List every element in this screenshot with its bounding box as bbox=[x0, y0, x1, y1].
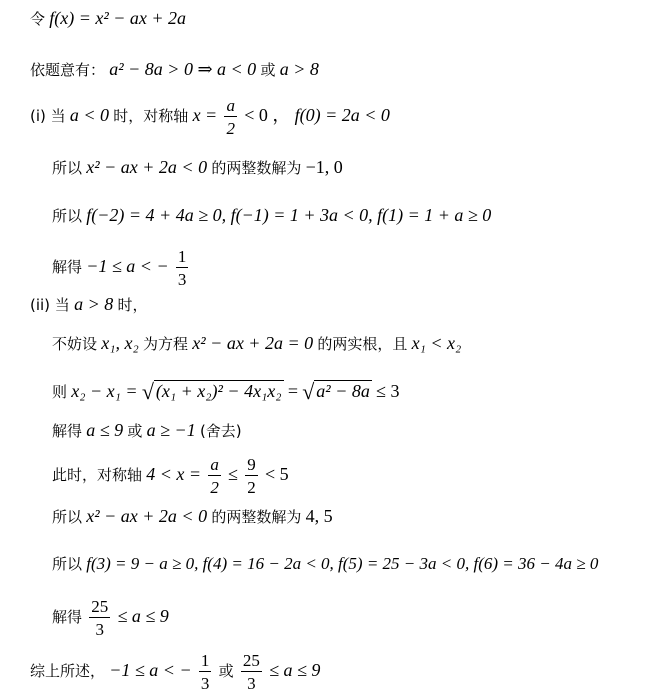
line-3 bbox=[30, 97, 390, 137]
text: 所以 bbox=[52, 159, 83, 177]
numerator: 1 bbox=[200, 651, 210, 670]
formula: ≤ a ≤ 9 bbox=[269, 659, 321, 680]
text: 的两实根，且 bbox=[317, 335, 408, 353]
numerator: a bbox=[210, 455, 219, 474]
formula: −1 ≤ a < − bbox=[109, 659, 192, 680]
line-11 bbox=[52, 456, 289, 496]
line-7 bbox=[30, 294, 147, 315]
text: 为方程 bbox=[143, 335, 189, 353]
text: 不妨设 bbox=[52, 335, 98, 353]
fraction bbox=[176, 248, 189, 288]
text: (舍去) bbox=[199, 422, 242, 440]
fraction bbox=[89, 598, 110, 638]
formula: f(x) = x² − ax + 2a bbox=[49, 8, 187, 28]
numerator: 1 bbox=[177, 247, 187, 266]
text: 的两整数解为 bbox=[211, 508, 302, 526]
line-5 bbox=[52, 205, 491, 226]
radicand: (x₁ + x₂)² − 4x₁x₂ bbox=[155, 381, 282, 401]
formula: x₁ < x₂ bbox=[411, 333, 462, 353]
formula: x² − ax + 2a = 0 bbox=[192, 333, 314, 353]
text: 综上所述， bbox=[30, 661, 106, 680]
formula: a > 8 bbox=[74, 294, 114, 314]
formula: f(−2) = 4 + 4a ≥ 0, f(−1) = 1 + 3a < 0, f(1) = 1 + a ≥ 0 bbox=[86, 205, 492, 225]
denominator: 2 bbox=[247, 478, 256, 497]
formula: a > 8 bbox=[279, 59, 319, 79]
numerator: 25 bbox=[91, 597, 109, 616]
denominator: 3 bbox=[247, 674, 256, 693]
text: 令 bbox=[30, 10, 46, 28]
text: 所以 bbox=[52, 508, 83, 526]
formula: x = bbox=[192, 104, 218, 125]
text: 所以 bbox=[52, 555, 83, 573]
formula: < 0 ， bbox=[244, 104, 291, 125]
formula: = bbox=[287, 381, 298, 401]
text: 解得 bbox=[52, 422, 83, 440]
text: 时， bbox=[117, 296, 148, 314]
line-14 bbox=[52, 598, 169, 638]
text: 或 bbox=[127, 422, 143, 440]
denominator: 3 bbox=[95, 620, 105, 639]
formula: ≤ 3 bbox=[376, 381, 400, 401]
formula: −1, 0 bbox=[305, 157, 343, 177]
formula: x² − ax + 2a < 0 bbox=[86, 157, 208, 177]
text: 解得 bbox=[52, 607, 83, 626]
formula: a ≥ −1 bbox=[146, 420, 196, 440]
denominator: 2 bbox=[210, 478, 219, 497]
text: 依题意有： bbox=[30, 61, 106, 79]
fraction bbox=[224, 97, 237, 137]
formula: f(0) = 2a < 0 bbox=[294, 104, 390, 125]
line-9 bbox=[52, 380, 399, 402]
line-15 bbox=[30, 652, 320, 692]
line-12 bbox=[52, 506, 333, 527]
denominator: 2 bbox=[226, 119, 235, 138]
text: 解得 bbox=[52, 257, 83, 276]
formula: 4, 5 bbox=[305, 506, 333, 526]
formula: x² − ax + 2a < 0 bbox=[86, 506, 208, 526]
formula: x₁, x₂ bbox=[101, 333, 139, 353]
formula: a² − 8a > 0 ⇒ a < 0 bbox=[109, 59, 257, 79]
formula: a ≤ 9 bbox=[86, 420, 124, 440]
formula: a < 0 bbox=[69, 104, 110, 125]
text: 的两整数解为 bbox=[211, 159, 302, 177]
line-6 bbox=[52, 248, 191, 288]
line-13 bbox=[52, 554, 598, 574]
text: 时，对称轴 bbox=[113, 106, 189, 125]
formula: < 5 bbox=[264, 463, 289, 484]
text: 所以 bbox=[52, 207, 83, 225]
text: (i) 当 bbox=[30, 106, 66, 125]
line-1 bbox=[30, 8, 186, 29]
text: 或 bbox=[218, 661, 234, 680]
text: (ii) 当 bbox=[30, 296, 70, 314]
line-4 bbox=[52, 157, 343, 178]
line-10 bbox=[52, 420, 242, 441]
radical-sign: √ bbox=[302, 379, 315, 404]
numerator: 9 bbox=[247, 455, 256, 474]
denominator: 3 bbox=[177, 270, 187, 289]
radical-sign: √ bbox=[141, 379, 154, 404]
text: 或 bbox=[260, 61, 276, 79]
numerator: a bbox=[226, 96, 235, 115]
fraction bbox=[245, 456, 258, 496]
fraction bbox=[208, 456, 221, 496]
formula: f(3) = 9 − a ≥ 0, f(4) = 16 − 2a < 0, f(5) = 25 − 3a < 0, f(6) = 36 − 4a ≥ 0 bbox=[86, 554, 599, 573]
formula: x₂ − x₁ = bbox=[71, 381, 138, 401]
denominator: 3 bbox=[200, 674, 210, 693]
text: 此时，对称轴 bbox=[52, 465, 143, 484]
radicand: a² − 8a bbox=[316, 381, 370, 401]
line-2 bbox=[30, 59, 319, 80]
fraction bbox=[241, 652, 262, 692]
numerator: 25 bbox=[242, 651, 260, 670]
formula: ≤ a ≤ 9 bbox=[117, 605, 169, 626]
formula: ≤ bbox=[228, 463, 238, 484]
formula: −1 ≤ a < − bbox=[86, 255, 169, 276]
formula: 4 < x = bbox=[146, 463, 202, 484]
fraction bbox=[199, 652, 212, 692]
line-8 bbox=[52, 333, 461, 354]
text: 则 bbox=[52, 383, 68, 401]
